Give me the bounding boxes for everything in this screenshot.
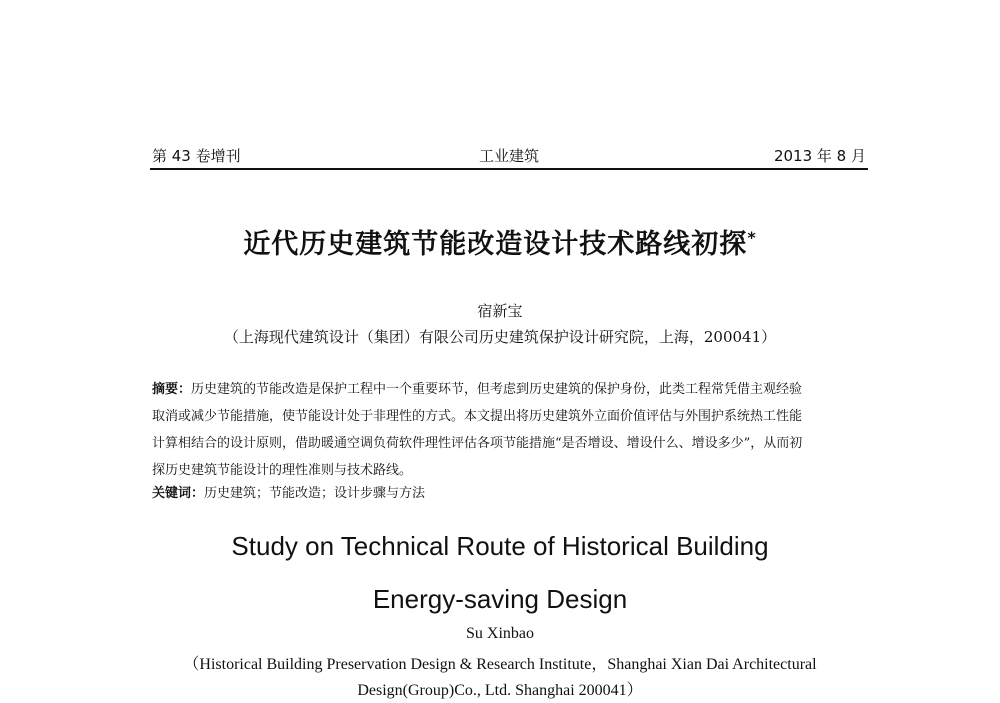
abstract-label: 摘要： <box>152 382 192 397</box>
running-header <box>150 143 868 167</box>
keywords <box>152 482 867 501</box>
chinese-title-text: 近代历史建筑节能改造设计技术路线初探 <box>243 229 748 260</box>
journal-name: 工业建筑 <box>478 147 539 165</box>
keywords-label: 关键词： <box>152 486 205 501</box>
chinese-abstract <box>152 376 867 484</box>
abstract-line: 历史建筑的节能改造是保护工程中一个重要环节，但考虑到历史建筑的保护身份，此类工程常凭借主观经验 <box>191 382 803 397</box>
chinese-author: 宿新宝 <box>477 302 523 320</box>
volume-label: 第 43 卷增刊 <box>152 147 241 165</box>
header-divider <box>150 168 868 170</box>
english-affiliation-line1: （Historical Building Preservation Design & Research Institute，Shanghai Xian Dai Architectural <box>183 656 817 673</box>
chinese-title <box>0 222 1000 261</box>
chinese-affiliation: （上海现代建筑设计（集团）有限公司历史建筑保护设计研究院，上海，200041） <box>223 328 777 346</box>
issue-date: 2013 年 8 月 <box>773 147 866 165</box>
abstract-line: 计算相结合的设计原则，借助暖通空调负荷软件理性评估各项节能措施“是否增设、增设什么、增设多少”，从而初 <box>152 436 803 451</box>
abstract-line: 探历史建筑节能设计的理性准则与技术路线。 <box>152 463 413 478</box>
title-footnote-mark: * <box>747 228 757 247</box>
english-affiliation-line2: Design(Group)Co., Ltd. Shanghai 200041） <box>357 682 643 699</box>
english-author: Su Xinbao <box>466 625 534 642</box>
english-title-line2: Energy-saving Design <box>372 584 628 614</box>
keywords-text: 历史建筑；节能改造；设计步骤与方法 <box>204 486 426 501</box>
abstract-line: 取消或减少节能措施，使节能设计处于非理性的方式。本文提出将历史建筑外立面价值评估与外围护系统热工性能 <box>152 409 803 424</box>
english-title-line1: Study on Technical Route of Historical Building <box>231 531 769 561</box>
